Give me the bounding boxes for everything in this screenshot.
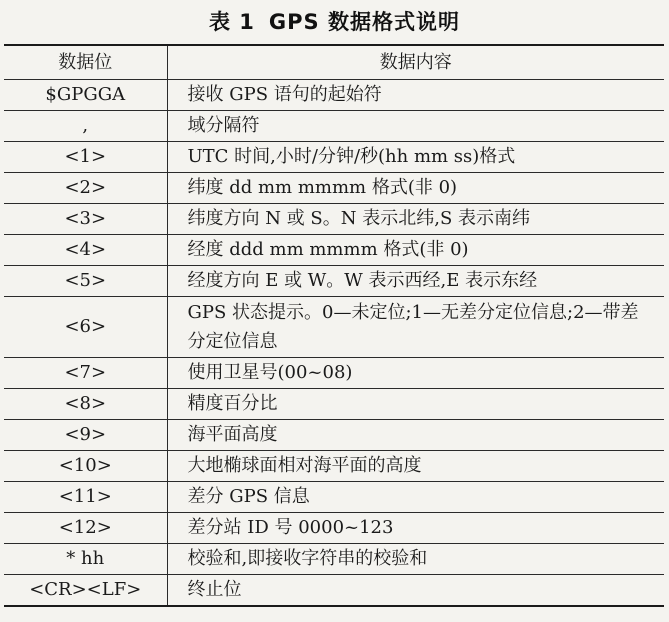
field-cell: ,	[4, 111, 167, 142]
table-row	[4, 204, 664, 235]
field-cell: <6>	[4, 297, 167, 358]
content-cell: 精度百分比	[167, 389, 664, 420]
field-cell: <2>	[4, 173, 167, 204]
field-cell: <1>	[4, 142, 167, 173]
field-cell: <11>	[4, 482, 167, 513]
field-cell: <10>	[4, 451, 167, 482]
content-cell: 域分隔符	[167, 111, 664, 142]
field-cell: <12>	[4, 513, 167, 544]
content-cell: 经度方向 E 或 W。W 表示西经,E 表示东经	[167, 266, 664, 297]
content-cell: 终止位	[167, 575, 664, 607]
field-cell: <9>	[4, 420, 167, 451]
field-cell: <7>	[4, 358, 167, 389]
content-cell: 差分 GPS 信息	[167, 482, 664, 513]
table-row	[4, 173, 664, 204]
table-row	[4, 80, 664, 111]
table-row	[4, 111, 664, 142]
field-cell: <3>	[4, 204, 167, 235]
content-cell: 海平面高度	[167, 420, 664, 451]
content-cell: 纬度 dd mm mmmm 格式(非 0)	[167, 173, 664, 204]
table-row	[4, 451, 664, 482]
table-row	[4, 513, 664, 544]
header-row	[4, 45, 664, 80]
content-cell: 校验和,即接收字符串的校验和	[167, 544, 664, 575]
gps-format-table	[4, 44, 664, 607]
table-row	[4, 358, 664, 389]
content-cell: 经度 ddd mm mmmm 格式(非 0)	[167, 235, 664, 266]
table-row	[4, 482, 664, 513]
table-row	[4, 420, 664, 451]
table-row	[4, 544, 664, 575]
content-cell: 接收 GPS 语句的起始符	[167, 80, 664, 111]
table-caption	[0, 6, 669, 36]
table-row	[4, 142, 664, 173]
table-number: 表 1	[208, 10, 255, 34]
table-row	[4, 235, 664, 266]
field-cell: * hh	[4, 544, 167, 575]
content-cell: GPS 状态提示。0—未定位;1—无差分定位信息;2—带差分定位信息	[167, 297, 664, 358]
field-cell: <4>	[4, 235, 167, 266]
table-row	[4, 297, 664, 358]
header-content: 数据内容	[167, 45, 664, 80]
table-row	[4, 575, 664, 607]
content-cell: 大地椭球面相对海平面的高度	[167, 451, 664, 482]
content-cell: UTC 时间,小时/分钟/秒(hh mm ss)格式	[167, 142, 664, 173]
table-row	[4, 266, 664, 297]
table-title: GPS 数据格式说明	[268, 10, 460, 34]
content-cell: 纬度方向 N 或 S。N 表示北纬,S 表示南纬	[167, 204, 664, 235]
content-cell: 使用卫星号(00~08)	[167, 358, 664, 389]
table-row	[4, 389, 664, 420]
field-cell: <CR><LF>	[4, 575, 167, 607]
field-cell: <8>	[4, 389, 167, 420]
content-cell: 差分站 ID 号 0000~123	[167, 513, 664, 544]
field-cell: <5>	[4, 266, 167, 297]
field-cell: $GPGGA	[4, 80, 167, 111]
header-field: 数据位	[4, 45, 167, 80]
